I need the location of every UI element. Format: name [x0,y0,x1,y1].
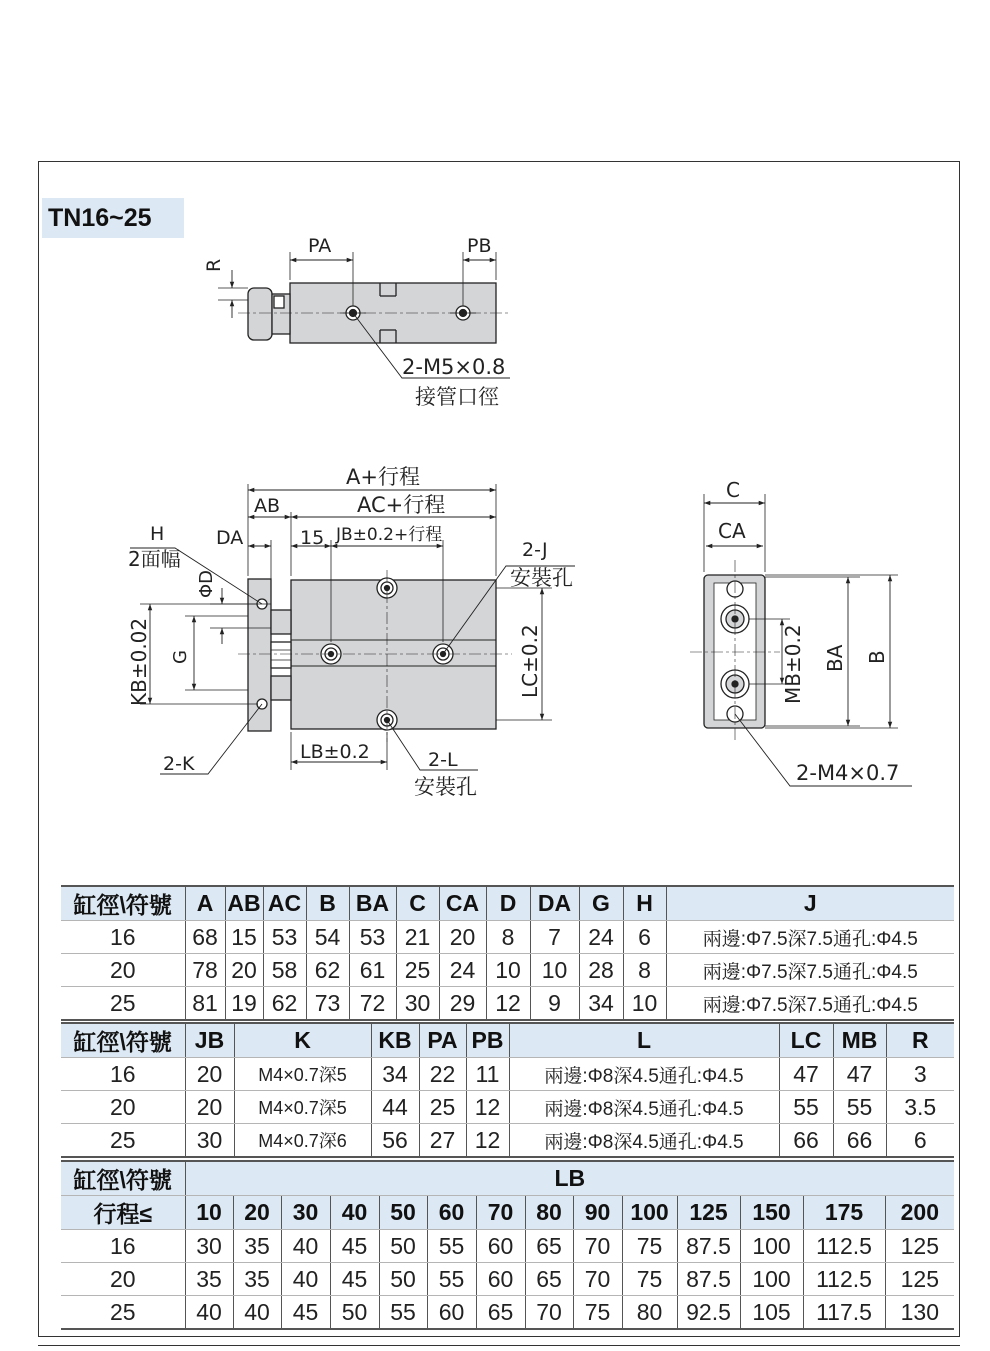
table-cell: 20 [61,954,185,987]
label-port-spec: 2-M5×0.8 [402,355,506,379]
table-cell: 60 [427,1296,476,1330]
table1-header-cell: AC [263,886,306,921]
label-mb: MB±0.2 [781,624,805,704]
table-cell: 30 [185,1124,234,1158]
table-cell: 66 [779,1124,833,1158]
table2-header-cell: PB [466,1023,509,1058]
table-cell: 70 [525,1296,573,1330]
table-cell: 65 [476,1296,525,1330]
table-row [61,1091,954,1124]
label-jb-stroke: JB±0.2+行程 [336,525,443,545]
table-row [61,1230,954,1263]
table-cell: 9 [530,987,579,1021]
table-cell: 55 [779,1091,833,1124]
table-cell: 25 [419,1091,466,1124]
label-r: R [203,258,225,272]
table-cell: 8 [623,954,666,987]
table-row [61,1058,954,1091]
table-row [61,921,954,954]
table-cell: 62 [263,987,306,1021]
table3-corner-bottom: 行程≤ [61,1196,185,1230]
table-cell: 54 [306,921,349,954]
table3-stroke-cell: 150 [740,1196,803,1230]
label-phi-d: ΦD [196,569,217,598]
table-cell: 45 [330,1230,379,1263]
table3-stroke-cell: 30 [281,1196,330,1230]
table-cell: 92.5 [677,1296,740,1330]
table3-stroke-cell: 10 [185,1196,233,1230]
table-cell: 12 [466,1124,509,1158]
table-cell: 10 [486,954,530,987]
label-ac-stroke: AC+行程 [357,493,446,517]
label-h: H [150,523,165,545]
table-cell: 3.5 [886,1091,954,1124]
table-cell: 117.5 [803,1296,885,1330]
table-cell: 56 [371,1124,419,1158]
table-cell: 20 [185,1058,234,1091]
table-cell: 25 [61,1296,185,1330]
table-cell: 6 [886,1124,954,1158]
table-cell: 62 [306,954,349,987]
table-cell: 78 [185,954,225,987]
table-cell: 55 [379,1296,427,1330]
table3-stroke-cell: 125 [677,1196,740,1230]
table3-stroke-cell: 80 [525,1196,573,1230]
label-pb: PB [467,235,492,257]
bottom-rule [38,1345,960,1346]
table3-stroke-cell: 100 [622,1196,677,1230]
table-cell: 80 [622,1296,677,1330]
label-thread: 2-M4×0.7 [796,761,900,785]
table-row [61,954,954,987]
table-cell: 30 [396,987,439,1021]
table-cell: 35 [233,1263,281,1296]
label-g: G [170,650,191,664]
table-cell: 53 [349,921,396,954]
label-port-note: 接管口徑 [415,385,499,409]
table-cell: 8 [486,921,530,954]
table-cell: 24 [439,954,486,987]
label-pa: PA [308,235,332,257]
table-cell: 16 [61,1230,185,1263]
table-cell: 60 [476,1230,525,1263]
label-fifteen: 15 [300,527,325,549]
table-cell: 40 [281,1230,330,1263]
spec-table-2 [61,1022,954,1158]
table-cell: 66 [833,1124,886,1158]
table-cell: 75 [622,1263,677,1296]
table3-header-row [61,1161,954,1196]
table1-header-cell: B [306,886,349,921]
table-cell: 12 [486,987,530,1021]
table2-header-cell: LC [779,1023,833,1058]
table-cell: 45 [281,1296,330,1330]
table-row [61,1124,954,1158]
table-cell: 75 [573,1296,622,1330]
table-cell: 112.5 [803,1263,885,1296]
table-cell: 130 [885,1296,954,1330]
label-ca: CA [718,519,746,543]
table-cell: 34 [579,987,623,1021]
table-cell: 10 [623,987,666,1021]
table-cell: 21 [396,921,439,954]
table-cell: 100 [740,1230,803,1263]
table2-header-cell: 缸徑\符號 [61,1023,185,1058]
label-da: DA [216,527,244,549]
table-cell: 75 [622,1230,677,1263]
table-cell: 65 [525,1263,573,1296]
table-cell: 15 [225,921,263,954]
table1-header-cell: 缸徑\符號 [61,886,185,921]
table-cell: 55 [427,1230,476,1263]
table-cell: 20 [225,954,263,987]
table-cell: 72 [349,987,396,1021]
table3-group-header: LB [185,1161,954,1196]
table3-stroke-cell: 60 [427,1196,476,1230]
table3-stroke-cell: 40 [330,1196,379,1230]
table-cell: 25 [61,1124,185,1158]
table-cell: 47 [779,1058,833,1091]
table-cell: 112.5 [803,1230,885,1263]
table-cell: 27 [419,1124,466,1158]
table-cell: 25 [61,987,185,1021]
label-ba: BA [823,644,847,672]
table-cell: 81 [185,987,225,1021]
table-cell: 55 [427,1263,476,1296]
label-a-stroke: A+行程 [346,465,420,489]
table2-header-cell: MB [833,1023,886,1058]
label-width-across: 2面幅 [128,547,181,571]
table3-stroke-cell: 90 [573,1196,622,1230]
table-cell: 20 [185,1091,234,1124]
table-cell: 50 [379,1230,427,1263]
label-k-count: 2-K [163,753,195,775]
table-cell: 47 [833,1058,886,1091]
table1-header-cell: D [486,886,530,921]
table2-header-cell: JB [185,1023,234,1058]
table-cell: 65 [525,1230,573,1263]
table-cell: 35 [233,1230,281,1263]
table-cell: 12 [466,1091,509,1124]
label-c: C [726,478,740,502]
label-kb: KB±0.02 [127,617,151,706]
label-j-note: 安裝孔 [510,566,573,590]
spec-table-1 [61,885,954,1021]
table-cell: 19 [225,987,263,1021]
table2-header-cell: K [234,1023,371,1058]
table-cell: 87.5 [677,1263,740,1296]
table-cell: 70 [573,1263,622,1296]
label-b: B [865,650,889,664]
table-cell: 87.5 [677,1230,740,1263]
table2-header-cell: PA [419,1023,466,1058]
table-cell: 53 [263,921,306,954]
table-cell: M4×0.7深5 [234,1091,371,1124]
table1-header-cell: J [666,886,954,921]
table-cell: M4×0.7深5 [234,1058,371,1091]
table-cell: 3 [886,1058,954,1091]
table-cell: 兩邊:Φ8深4.5通孔:Φ4.5 [509,1091,779,1124]
table-cell: 40 [233,1296,281,1330]
table-cell: 61 [349,954,396,987]
table-cell: 20 [61,1091,185,1124]
table-cell: 45 [330,1263,379,1296]
table-cell: 兩邊:Φ8深4.5通孔:Φ4.5 [509,1124,779,1158]
label-ab: AB [254,495,281,517]
table-cell: 7 [530,921,579,954]
table-cell: 35 [185,1263,233,1296]
model-title: TN16~25 [42,198,184,238]
table-cell: 兩邊:Φ7.5深7.5通孔:Φ4.5 [666,987,954,1021]
table-cell: 兩邊:Φ7.5深7.5通孔:Φ4.5 [666,954,954,987]
table-cell: 34 [371,1058,419,1091]
table-row [61,1296,954,1330]
table3-stroke-row [61,1196,954,1230]
table1-header-cell: DA [530,886,579,921]
table1-header-cell: CA [439,886,486,921]
table2-header-cell: L [509,1023,779,1058]
label-j-count: 2-J [522,539,548,561]
table1-header-row [61,886,954,921]
table-cell: 105 [740,1296,803,1330]
label-l-count: 2-L [428,749,458,771]
table3-corner-top: 缸徑\符號 [61,1161,185,1196]
table-cell: 28 [579,954,623,987]
table3-stroke-cell: 50 [379,1196,427,1230]
table3-stroke-cell: 200 [885,1196,954,1230]
table-cell: 125 [885,1263,954,1296]
table-cell: 100 [740,1263,803,1296]
table-cell: 50 [379,1263,427,1296]
table-cell: 60 [476,1263,525,1296]
table-cell: 22 [419,1058,466,1091]
table-cell: 20 [61,1263,185,1296]
table2-header-cell: KB [371,1023,419,1058]
table1-header-cell: C [396,886,439,921]
table-row [61,1263,954,1296]
table-cell: 68 [185,921,225,954]
table1-header-cell: G [579,886,623,921]
table-cell: 20 [439,921,486,954]
table3-stroke-cell: 175 [803,1196,885,1230]
table-cell: 58 [263,954,306,987]
table-cell: 10 [530,954,579,987]
table-cell: 29 [439,987,486,1021]
table-cell: 40 [281,1263,330,1296]
table-cell: 兩邊:Φ8深4.5通孔:Φ4.5 [509,1058,779,1091]
label-lb: LB±0.2 [300,741,370,763]
table-cell: 73 [306,987,349,1021]
table1-header-cell: BA [349,886,396,921]
table-cell: 24 [579,921,623,954]
table2-header-row [61,1023,954,1058]
table3-stroke-cell: 20 [233,1196,281,1230]
table-cell: 30 [185,1230,233,1263]
table-cell: 6 [623,921,666,954]
table1-header-cell: H [623,886,666,921]
table-cell: 50 [330,1296,379,1330]
table-cell: M4×0.7深6 [234,1124,371,1158]
table-cell: 40 [185,1296,233,1330]
table-cell: 兩邊:Φ7.5深7.5通孔:Φ4.5 [666,921,954,954]
spec-table-3 [61,1160,954,1330]
table2-header-cell: R [886,1023,954,1058]
table-cell: 70 [573,1230,622,1263]
table1-header-cell: A [185,886,225,921]
label-l-note: 安裝孔 [414,775,477,799]
table-cell: 16 [61,921,185,954]
table-cell: 25 [396,954,439,987]
table-cell: 11 [466,1058,509,1091]
table3-stroke-cell: 70 [476,1196,525,1230]
label-lc: LC±0.2 [518,624,542,698]
table-cell: 44 [371,1091,419,1124]
table1-header-cell: AB [225,886,263,921]
table-cell: 55 [833,1091,886,1124]
table-row [61,987,954,1021]
table-cell: 16 [61,1058,185,1091]
table-cell: 125 [885,1230,954,1263]
